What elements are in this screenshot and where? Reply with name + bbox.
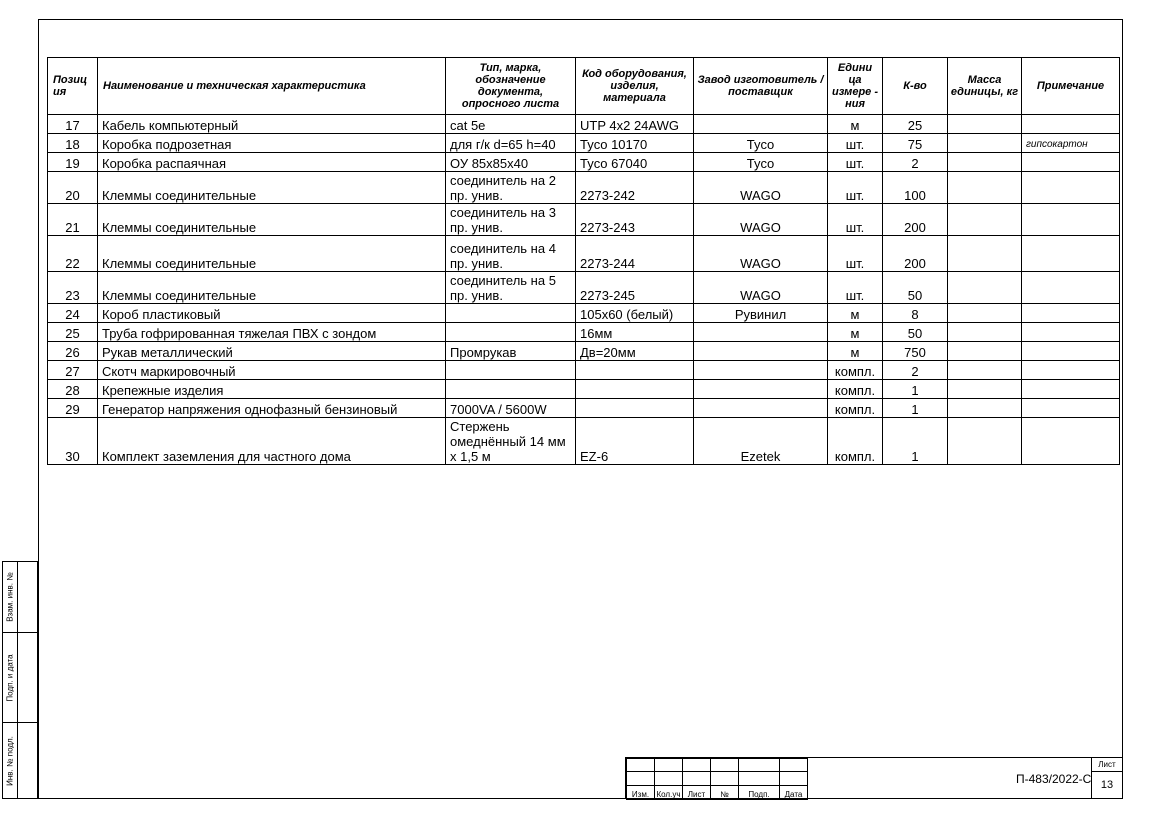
cell-qty: 100 xyxy=(883,172,948,204)
header-unit: Едини ца измере - ния xyxy=(828,58,883,115)
cell-type: Стержень омеднённый 14 мм х 1,5 м xyxy=(446,418,576,465)
table-row xyxy=(48,172,1120,204)
cell-mass xyxy=(948,304,1022,323)
title-block-grid xyxy=(626,758,808,800)
stamp-inv xyxy=(2,722,38,799)
table-row xyxy=(48,153,1120,172)
cell-code: EZ-6 xyxy=(576,418,694,465)
table-row xyxy=(48,304,1120,323)
cell-qty: 200 xyxy=(883,204,948,236)
cell-type: 7000VA / 5600W xyxy=(446,399,576,418)
cell-maker: WAGO xyxy=(694,172,828,204)
cell-type: соединитель на 5 пр. унив. xyxy=(446,272,576,304)
cell-name: Генератор напряжения однофазный бензиновый xyxy=(98,399,446,418)
cell-maker: Tyco xyxy=(694,134,828,153)
cell-mass xyxy=(948,204,1022,236)
cell-qty: 50 xyxy=(883,323,948,342)
cell-note xyxy=(1022,204,1120,236)
cell-qty: 1 xyxy=(883,380,948,399)
cell-type xyxy=(446,361,576,380)
header-qty: К-во xyxy=(883,58,948,115)
cell-maker: Tyco xyxy=(694,153,828,172)
cell-unit: м xyxy=(828,342,883,361)
tb-label-num: № xyxy=(711,785,739,799)
cell-type: для г/к d=65 h=40 xyxy=(446,134,576,153)
cell-name: Коробка распаячная xyxy=(98,153,446,172)
cell-pos: 18 xyxy=(48,134,98,153)
cell-pos: 27 xyxy=(48,361,98,380)
table-row xyxy=(48,134,1120,153)
table-row xyxy=(48,323,1120,342)
cell-code: 2273-245 xyxy=(576,272,694,304)
header-type: Тип, марка, обозначение документа, опросного листа xyxy=(446,58,576,115)
cell-note xyxy=(1022,115,1120,134)
stamp-podp-label: Подп. и дата xyxy=(5,653,15,702)
cell-note xyxy=(1022,272,1120,304)
cell-qty: 2 xyxy=(883,153,948,172)
cell-note xyxy=(1022,304,1120,323)
cell-mass xyxy=(948,153,1022,172)
cell-note xyxy=(1022,399,1120,418)
cell-name: Кабель компьютерный xyxy=(98,115,446,134)
cell-pos: 26 xyxy=(48,342,98,361)
cell-code: 16мм xyxy=(576,323,694,342)
cell-maker xyxy=(694,380,828,399)
cell-unit: компл. xyxy=(828,361,883,380)
tb-label-kolu: Кол.уч xyxy=(655,785,683,799)
sheet-box xyxy=(1091,758,1122,799)
title-block xyxy=(625,757,1123,799)
cell-name: Труба гофрированная тяжелая ПВХ с зондом xyxy=(98,323,446,342)
cell-code: UTP 4x2 24AWG xyxy=(576,115,694,134)
cell-mass xyxy=(948,380,1022,399)
cell-qty: 75 xyxy=(883,134,948,153)
cell-qty: 1 xyxy=(883,418,948,465)
cell-type: ОУ 85х85х40 xyxy=(446,153,576,172)
cell-mass xyxy=(948,172,1022,204)
tb-label-list: Лист xyxy=(683,785,711,799)
table-row xyxy=(48,272,1120,304)
cell-maker xyxy=(694,323,828,342)
cell-note xyxy=(1022,323,1120,342)
cell-mass xyxy=(948,342,1022,361)
header-code: Код оборудования, изделия, материала xyxy=(576,58,694,115)
cell-qty: 1 xyxy=(883,399,948,418)
table-row xyxy=(48,204,1120,236)
tb-label-podp: Подп. xyxy=(739,785,780,799)
cell-mass xyxy=(948,236,1022,272)
cell-mass xyxy=(948,323,1022,342)
cell-pos: 28 xyxy=(48,380,98,399)
cell-pos: 25 xyxy=(48,323,98,342)
header-name: Наименование и техническая характеристика xyxy=(98,58,446,115)
table-row xyxy=(48,418,1120,465)
cell-maker: Рувинил xyxy=(694,304,828,323)
cell-mass xyxy=(948,272,1022,304)
cell-name: Крепежные изделия xyxy=(98,380,446,399)
document-code: П-483/2022-С xyxy=(1016,772,1092,786)
cell-type: Промрукав xyxy=(446,342,576,361)
table-row xyxy=(48,361,1120,380)
cell-name: Рукав металлический xyxy=(98,342,446,361)
cell-note xyxy=(1022,361,1120,380)
cell-maker: WAGO xyxy=(694,272,828,304)
table-row xyxy=(48,380,1120,399)
cell-qty: 50 xyxy=(883,272,948,304)
cell-unit: м xyxy=(828,304,883,323)
cell-code: 2273-244 xyxy=(576,236,694,272)
stamp-vzam xyxy=(2,561,38,633)
specification-table xyxy=(47,57,1120,465)
cell-maker: Ezetek xyxy=(694,418,828,465)
cell-unit: шт. xyxy=(828,204,883,236)
cell-pos: 20 xyxy=(48,172,98,204)
cell-note: гипсокартон xyxy=(1022,134,1120,153)
tb-label-data: Дата xyxy=(780,785,808,799)
cell-maker xyxy=(694,399,828,418)
table-row xyxy=(48,115,1120,134)
cell-mass xyxy=(948,418,1022,465)
cell-maker: WAGO xyxy=(694,204,828,236)
header-mass: Масса единицы, кг xyxy=(948,58,1022,115)
cell-note xyxy=(1022,418,1120,465)
table-row xyxy=(48,399,1120,418)
cell-code: Дв=20мм xyxy=(576,342,694,361)
cell-name: Клеммы соединительные xyxy=(98,204,446,236)
header-maker: Завод изготовитель / поставщик xyxy=(694,58,828,115)
cell-pos: 22 xyxy=(48,236,98,272)
cell-code xyxy=(576,399,694,418)
cell-type: соединитель на 2 пр. унив. xyxy=(446,172,576,204)
cell-pos: 30 xyxy=(48,418,98,465)
cell-code: 2273-242 xyxy=(576,172,694,204)
cell-qty: 25 xyxy=(883,115,948,134)
cell-name: Скотч маркировочный xyxy=(98,361,446,380)
stamp-vzam-label: Взам. инв. № xyxy=(5,572,15,622)
cell-name: Комплект заземления для частного дома xyxy=(98,418,446,465)
cell-mass xyxy=(948,399,1022,418)
table-row xyxy=(48,342,1120,361)
cell-mass xyxy=(948,361,1022,380)
cell-unit: шт. xyxy=(828,153,883,172)
cell-unit: шт. xyxy=(828,134,883,153)
cell-code: Tyco 67040 xyxy=(576,153,694,172)
cell-unit: компл. xyxy=(828,380,883,399)
cell-maker xyxy=(694,115,828,134)
cell-type: cat 5e xyxy=(446,115,576,134)
table-row xyxy=(48,236,1120,272)
cell-code: 105х60 (белый) xyxy=(576,304,694,323)
cell-pos: 29 xyxy=(48,399,98,418)
sheet-number: 13 xyxy=(1100,779,1114,791)
cell-type xyxy=(446,323,576,342)
cell-mass xyxy=(948,115,1022,134)
sheet-label: Лист xyxy=(1092,758,1122,772)
cell-name: Клеммы соединительные xyxy=(98,236,446,272)
tb-label-izm: Изм. xyxy=(627,785,655,799)
cell-type: соединитель на 3 пр. унив. xyxy=(446,204,576,236)
cell-unit: компл. xyxy=(828,418,883,465)
cell-pos: 19 xyxy=(48,153,98,172)
cell-qty: 8 xyxy=(883,304,948,323)
cell-pos: 21 xyxy=(48,204,98,236)
cell-unit: шт. xyxy=(828,272,883,304)
cell-mass xyxy=(948,134,1022,153)
header-pos: Позиц ия xyxy=(48,58,98,115)
stamp-podp xyxy=(2,632,38,723)
cell-unit: м xyxy=(828,323,883,342)
cell-maker xyxy=(694,342,828,361)
cell-type: соединитель на 4 пр. унив. xyxy=(446,236,576,272)
cell-unit: компл. xyxy=(828,399,883,418)
cell-note xyxy=(1022,153,1120,172)
cell-unit: м xyxy=(828,115,883,134)
cell-qty: 200 xyxy=(883,236,948,272)
cell-name: Короб пластиковый xyxy=(98,304,446,323)
cell-note xyxy=(1022,236,1120,272)
cell-code: 2273-243 xyxy=(576,204,694,236)
stamp-inv-label: Инв. № подл. xyxy=(5,735,15,786)
table-header-row xyxy=(48,58,1120,115)
cell-code xyxy=(576,380,694,399)
cell-type xyxy=(446,304,576,323)
cell-unit: шт. xyxy=(828,236,883,272)
cell-name: Клеммы соединительные xyxy=(98,172,446,204)
cell-unit: шт. xyxy=(828,172,883,204)
cell-maker: WAGO xyxy=(694,236,828,272)
cell-name: Клеммы соединительные xyxy=(98,272,446,304)
cell-note xyxy=(1022,172,1120,204)
cell-note xyxy=(1022,380,1120,399)
cell-pos: 17 xyxy=(48,115,98,134)
cell-code xyxy=(576,361,694,380)
cell-pos: 23 xyxy=(48,272,98,304)
cell-note xyxy=(1022,342,1120,361)
cell-maker xyxy=(694,361,828,380)
cell-pos: 24 xyxy=(48,304,98,323)
cell-name: Коробка подрозетная xyxy=(98,134,446,153)
header-note: Примечание xyxy=(1022,58,1120,115)
cell-type xyxy=(446,380,576,399)
cell-qty: 2 xyxy=(883,361,948,380)
cell-qty: 750 xyxy=(883,342,948,361)
cell-code: Tyco 10170 xyxy=(576,134,694,153)
